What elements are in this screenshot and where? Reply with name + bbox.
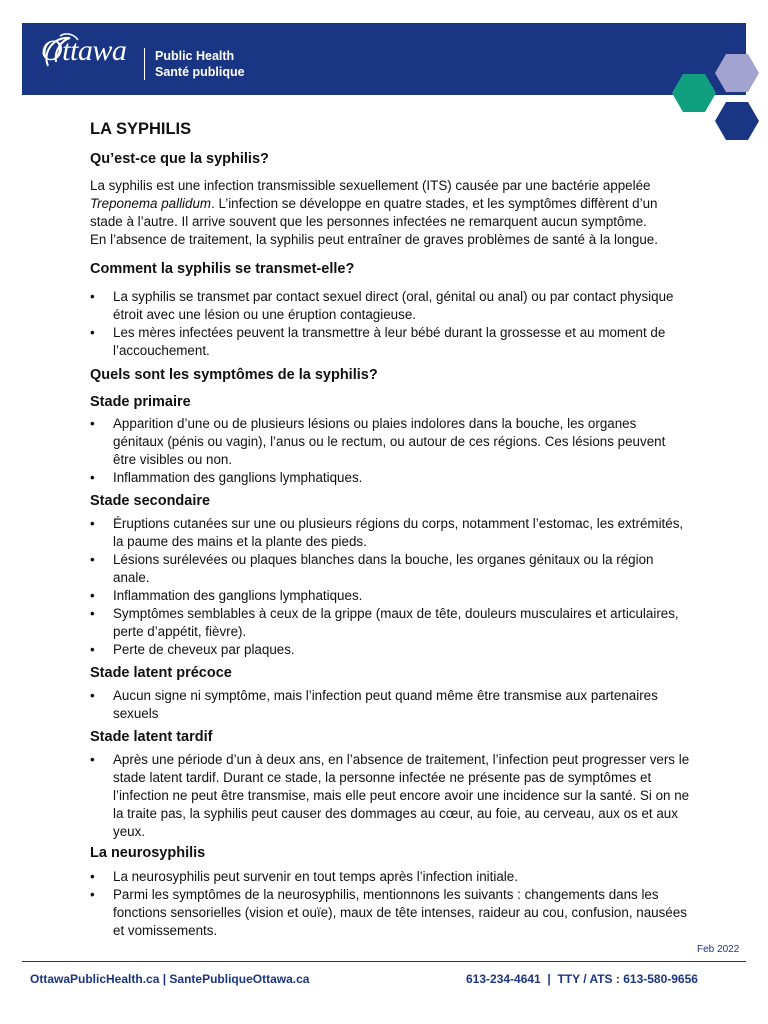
- footer-divider: [22, 961, 746, 962]
- list-item: • Inflammation des ganglions lymphatiques.: [90, 587, 690, 605]
- list-item: • Perte de cheveux par plaques.: [90, 641, 690, 659]
- list-item: • Inflammation des ganglions lymphatiques.: [90, 469, 690, 487]
- heading-neurosyphilis: La neurosyphilis: [90, 845, 206, 861]
- ottawa-logo: Ottawa: [41, 34, 127, 67]
- hex-teal: [672, 74, 716, 112]
- primary-stage-list: [90, 415, 690, 487]
- header-bar: [22, 23, 746, 95]
- list-item: • Aucun signe ni symptôme, mais l’infection peut quand même être transmise aux partenaires sexuels: [90, 687, 690, 723]
- list-item: • Symptômes semblables à ceux de la grippe (maux de tête, douleurs musculaires et articulaires, perte d’appétit, fièvre).: [90, 605, 690, 641]
- list-item: • La syphilis se transmet par contact sexuel direct (oral, génital ou anal) ou par contact physique étroit avec une lésion ou une éruption contagieuse.: [90, 288, 690, 324]
- what-line-4: En l’absence de traitement, la syphilis peut entraîner de graves problèmes de santé à la longue.: [90, 232, 658, 247]
- website-link-en[interactable]: OttawaPublicHealth.ca: [30, 972, 160, 986]
- heading-what-is: Qu’est-ce que la syphilis?: [90, 151, 269, 167]
- org-name-en: Public Health: [155, 49, 235, 63]
- what-line-3: stade à l’autre. Il arrive souvent que les personnes infectées ne remarquent aucun symptôme.: [90, 214, 647, 229]
- late-latent-list: [90, 751, 690, 841]
- secondary-stage-list: [90, 515, 690, 659]
- list-item: • Les mères infectées peuvent la transmettre à leur bébé durant la grossesse et au moment de l’accouchement.: [90, 324, 690, 360]
- heading-primary-stage: Stade primaire: [90, 394, 191, 410]
- list-item: • Parmi les symptômes de la neurosyphilis, mentionnons les suivants : changements dans les fonctions sensorielles (vision et ouïe), maux de tête intenses, raideur au cou, confusion, nausées et vomissements.: [90, 886, 690, 940]
- pathogen-name: Treponema pallidum: [90, 196, 212, 211]
- website-link-fr[interactable]: SantePubliqueOttawa.ca: [169, 972, 310, 986]
- footer-separator: |: [540, 972, 558, 986]
- heading-secondary-stage: Stade secondaire: [90, 493, 211, 509]
- what-line-2: . L’infection se développe en quatre stades, et les symptômes diffèrent d’un: [211, 196, 658, 211]
- what-is-paragraph: [90, 177, 690, 249]
- transmission-list: [90, 288, 690, 360]
- list-item: • Éruptions cutanées sur une ou plusieurs régions du corps, notamment l’estomac, les extrémités, la paume des mains et la plante des pieds.: [90, 515, 690, 551]
- hex-navy: [715, 102, 759, 140]
- footer-separator: |: [159, 972, 170, 986]
- list-item: • Lésions surélevées ou plaques blanches dans la bouche, les organes génitaux ou la région anale.: [90, 551, 690, 587]
- tty-number: TTY / ATS : 613-580-9656: [557, 972, 698, 986]
- neurosyphilis-list: [90, 868, 690, 940]
- heading-late-latent-stage: Stade latent tardif: [90, 729, 213, 745]
- hex-lilac: [715, 54, 759, 92]
- list-item: • La neurosyphilis peut survenir en tout temps après l’infection initiale.: [90, 868, 690, 886]
- list-item: • Apparition d’une ou de plusieurs lésions ou plaies indolores dans la bouche, les organes génitaux (pénis ou vagin), l’anus ou le rectum, ou autour de ces régions. Ces lésions peuvent être visibles ou non.: [90, 415, 690, 469]
- footer-contacts: [466, 972, 698, 986]
- footer-links: [30, 972, 309, 986]
- early-latent-list: [90, 687, 690, 723]
- heading-symptoms: Quels sont les symptômes de la syphilis?: [90, 367, 378, 383]
- logo-divider: [144, 48, 145, 80]
- heading-transmission: Comment la syphilis se transmet-elle?: [90, 261, 355, 277]
- decorative-hexagons: [660, 50, 768, 146]
- phone-number: 613-234-4641: [466, 972, 541, 986]
- org-name-fr: Santé publique: [155, 65, 245, 79]
- list-item: • Après une période d’un à deux ans, en l’absence de traitement, l’infection peut progresser vers le stade latent tardif. Durant ce stade, la personne infectée ne présente pas de symptômes et l’infection ne peut être transmise, mais elle peut encore avoir une incidence sur la santé. Si on ne la traite pas, la syphilis peut causer des dommages au cœur, au foie, au cerveau, aux os et aux yeux.: [90, 751, 690, 841]
- document-date: Feb 2022: [697, 944, 740, 955]
- page-title: LA SYPHILIS: [90, 120, 192, 138]
- what-line-1: La syphilis est une infection transmissible sexuellement (ITS) causée par une bactérie appelée: [90, 178, 651, 193]
- heading-early-latent-stage: Stade latent précoce: [90, 665, 232, 681]
